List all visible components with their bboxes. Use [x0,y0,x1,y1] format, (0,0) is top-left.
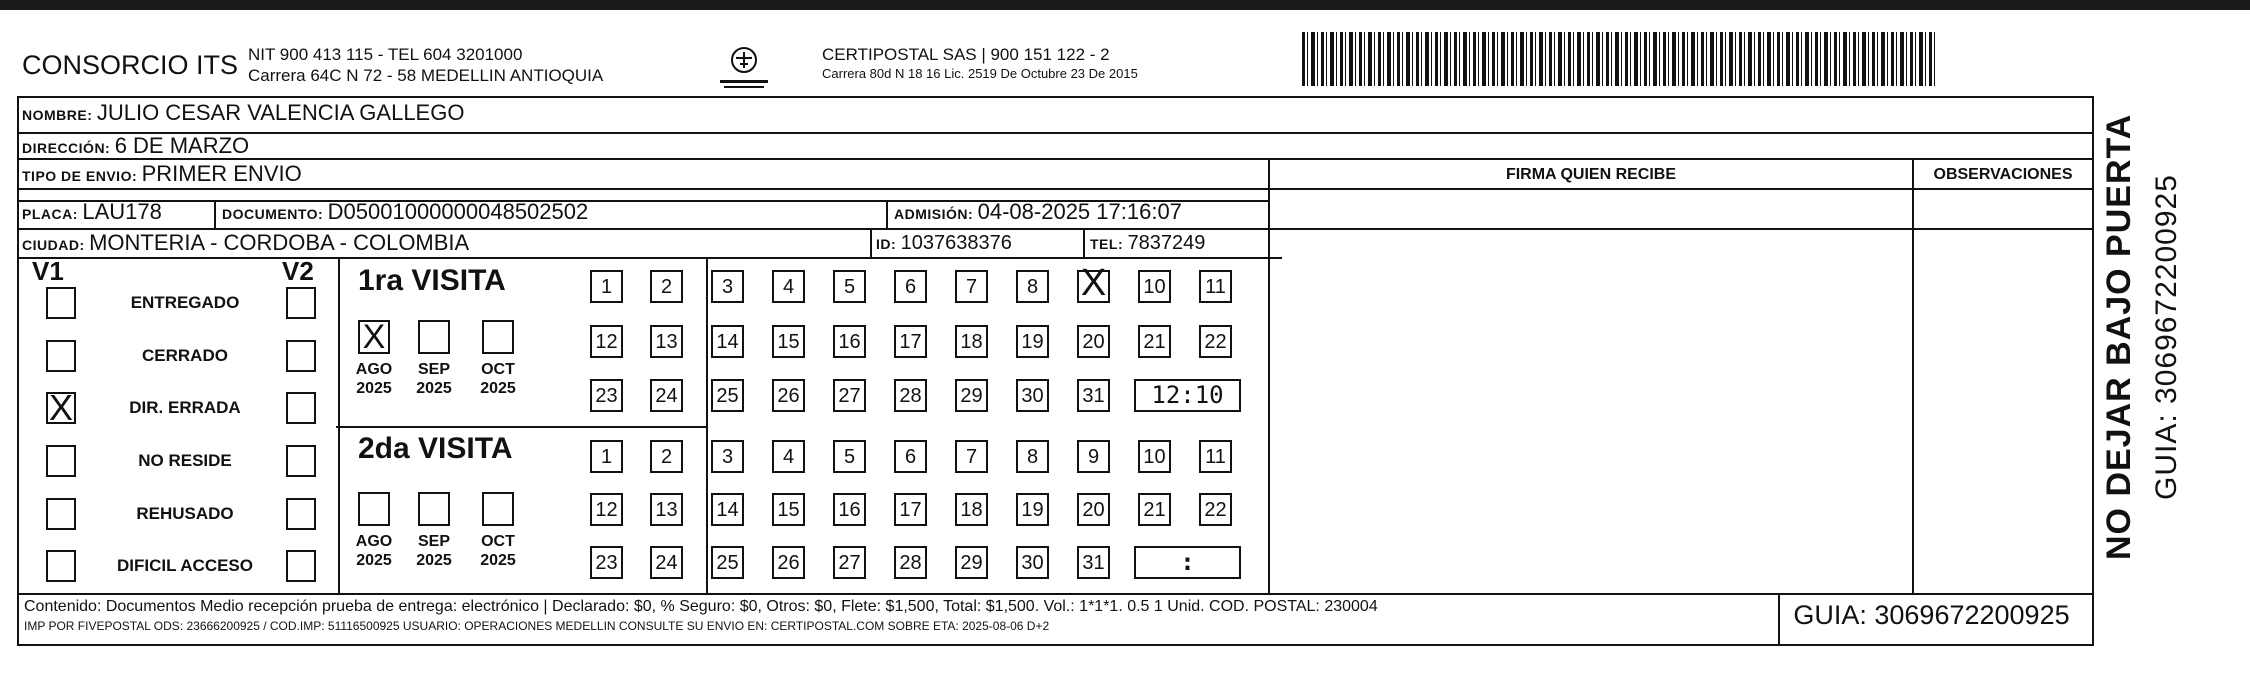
day-cell[interactable] [711,270,744,303]
day-cell[interactable] [590,270,623,303]
day-number: 26 [777,552,800,574]
day-cell[interactable] [955,546,988,579]
month-year: 2025 [480,552,516,569]
day-cell[interactable] [955,493,988,526]
documento-value: D05001000000048502502 [327,199,589,224]
month-checkbox[interactable] [418,320,450,354]
day-number: 8 [1026,276,1039,298]
v2-checkbox[interactable] [286,550,316,582]
id-value: 1037638376 [900,232,1012,254]
day-number: 6 [904,276,917,298]
day-number: 28 [899,385,922,407]
v1-checkbox[interactable] [46,550,76,582]
day-cell[interactable] [1077,325,1110,358]
certipostal-logo-icon [712,38,776,94]
day-number: 27 [838,385,861,407]
guia-number: GUIA: 3069672200925 [1793,600,2070,630]
v1-checkbox[interactable] [46,445,76,477]
day-number: 6 [904,446,917,468]
day-cell[interactable] [955,440,988,473]
day-number: 9 [1087,446,1100,468]
reason-label: DIFICIL ACCESO [116,556,253,575]
company-address: Carrera 64C N 72 - 58 MEDELLIN ANTIOQUIA [248,66,604,85]
company-name: CONSORCIO ITS [22,50,239,80]
v2-checkbox[interactable] [286,340,316,372]
day-cell[interactable] [1199,440,1232,473]
postal-address: Carrera 80d N 18 16 Lic. 2519 De Octubre 23 De 2015 [822,66,1138,81]
reason-label: NO RESIDE [138,451,232,470]
month-year: 2025 [416,380,452,397]
month-label [473,360,523,398]
day-number: 27 [838,552,861,574]
month-label [473,532,523,570]
reason-label: CERRADO [142,346,228,365]
day-cell[interactable] [772,493,805,526]
day-cell[interactable] [1077,379,1110,412]
day-cell[interactable] [1016,379,1049,412]
day-cell[interactable] [1077,493,1110,526]
tel-label: TEL: [1090,236,1124,252]
day-cell[interactable] [590,493,623,526]
direccion-row [22,133,249,159]
reason-label: DIR. ERRADA [129,398,241,417]
day-number: 2 [660,276,673,298]
postal-company: CERTIPOSTAL SAS | 900 151 122 - 2 [822,45,1110,64]
day-number: 31 [1082,552,1105,574]
month-name: AGO [355,533,393,550]
admision-field [894,199,1182,225]
day-number: 19 [1021,499,1044,521]
day-number: 22 [1204,499,1227,521]
day-cell[interactable] [650,440,683,473]
direccion-value: 6 DE MARZO [114,133,250,158]
day-cell[interactable] [833,493,866,526]
day-cell[interactable] [894,546,927,579]
footer-line-1: Contenido: Documentos Medio recepción prueba de entrega: electrónico | Declarado: $0, % Seguro: $0, Otros: $0, Flete: $1,500, Total: $1,500. Vol.: 1*1*1. 0.5 1 Unid. COD. POSTAL: 230004 [24,598,1378,615]
reason-label: ENTREGADO [130,293,240,312]
ciudad-label: CIUDAD: [22,237,85,253]
footer-info [24,598,1774,633]
day-number: 4 [782,276,795,298]
v1-label: V1 [32,256,64,286]
day-number: 29 [960,552,983,574]
v2-checkbox[interactable] [286,445,316,477]
day-cell[interactable] [772,379,805,412]
month-name: AGO [355,361,393,378]
day-cell[interactable] [894,379,927,412]
day-cell[interactable] [833,379,866,412]
month-label [349,360,399,398]
day-cell[interactable] [833,270,866,303]
day-number: 21 [1143,499,1166,521]
day-number: 23 [595,385,618,407]
month-label [409,360,459,398]
day-cell[interactable] [955,325,988,358]
day-number: 3 [721,276,734,298]
day-number: 7 [965,276,978,298]
day-number: 14 [716,331,739,353]
ciudad-field [22,230,469,256]
tel-field [1090,232,1205,255]
v2-checkbox[interactable] [286,498,316,530]
day-cell[interactable] [772,546,805,579]
day-cell[interactable] [590,325,623,358]
day-number: 24 [655,385,678,407]
day-number: 15 [777,331,800,353]
day-cell[interactable] [894,493,927,526]
day-number: 16 [838,499,861,521]
day-cell[interactable] [1199,325,1232,358]
day-number: 2 [660,446,673,468]
day-number: 18 [960,499,983,521]
tipo-envio-label: TIPO DE ENVIO: [22,168,138,184]
visit2-time[interactable]: : [1134,546,1241,579]
day-number: 15 [777,499,800,521]
direccion-label: DIRECCIÓN: [22,140,111,156]
observaciones-header: OBSERVACIONES [1933,166,2073,183]
id-label: ID: [876,236,897,252]
day-cell[interactable] [772,270,805,303]
month-name: SEP [417,533,450,550]
day-number: 13 [655,499,678,521]
day-number: 10 [1143,276,1166,298]
day-cell[interactable] [894,325,927,358]
day-cell[interactable] [711,440,744,473]
day-number: 28 [899,552,922,574]
day-cell[interactable] [1199,270,1232,303]
month-year: 2025 [356,552,392,569]
month-checkbox[interactable] [482,320,514,354]
nit-line: NIT 900 413 115 - TEL 604 3201000 [248,45,523,64]
signature-area[interactable] [1270,190,1910,592]
day-cell[interactable] [833,440,866,473]
tipo-envio-value: PRIMER ENVIO [141,161,302,186]
documento-field [222,199,588,225]
day-number: 25 [716,552,739,574]
day-cell[interactable] [650,493,683,526]
id-field [876,232,1012,255]
month-year: 2025 [356,380,392,397]
day-number: 23 [595,552,618,574]
day-number: 1 [600,276,613,298]
day-number: 12 [595,499,618,521]
v1-checkbox[interactable] [46,387,76,428]
tipo-envio-row [22,161,302,187]
placa-field [22,199,162,225]
day-cell[interactable] [1016,440,1049,473]
admision-label: ADMISIÓN: [894,206,974,222]
day-number: 21 [1143,331,1166,353]
day-cell[interactable] [650,546,683,579]
month-name: SEP [417,361,450,378]
month-year: 2025 [416,552,452,569]
day-number: 5 [843,446,856,468]
day-cell[interactable] [1077,262,1110,304]
month-check-mark: X [362,318,386,356]
day-cell[interactable] [711,325,744,358]
day-number: 17 [899,331,922,353]
day-number: 31 [1082,385,1105,407]
month-checkbox[interactable] [418,492,450,526]
day-number: 7 [965,446,978,468]
day-number: 24 [655,552,678,574]
company-info [248,44,603,86]
day-cell[interactable] [650,379,683,412]
month-label [349,532,399,570]
visit2-title: 2da VISITA [358,432,513,465]
month-checkbox[interactable] [358,492,390,526]
day-check-mark: X [1080,262,1107,304]
tel-value: 7837249 [1127,232,1206,254]
day-number: 17 [899,499,922,521]
day-number: 30 [1021,552,1044,574]
day-cell[interactable] [590,546,623,579]
nombre-value: JULIO CESAR VALENCIA GALLEGO [96,100,465,125]
day-cell[interactable] [1138,325,1171,358]
day-cell[interactable] [955,270,988,303]
observations-area[interactable] [1914,190,2092,592]
placa-value: LAU178 [82,199,162,224]
month-name: OCT [481,533,515,550]
day-number: 14 [716,499,739,521]
day-cell[interactable] [1077,440,1110,473]
day-cell[interactable] [711,493,744,526]
footer-line-2: IMP POR FIVEPOSTAL ODS: 23666200925 / COD.IMP: 51116500925 USUARIO: OPERACIONES MEDELLIN CONSULTE SU ENVIO EN: CERTIPOSTAL.COM SOBRE ETA: 2025-08-06 D+2 [24,619,1050,633]
visit1-title: 1ra VISITA [358,264,506,297]
day-number: 20 [1082,499,1105,521]
day-cell[interactable] [894,270,927,303]
day-number: 16 [838,331,861,353]
day-cell[interactable] [1016,325,1049,358]
day-cell[interactable] [1199,493,1232,526]
day-cell[interactable] [1016,270,1049,303]
day-cell[interactable] [1016,493,1049,526]
day-number: 12 [595,331,618,353]
day-cell[interactable] [1138,440,1171,473]
v1-checkbox[interactable] [46,498,76,530]
month-year: 2025 [480,380,516,397]
barcode [1302,32,1938,86]
day-cell[interactable] [833,325,866,358]
top-border [0,0,2250,10]
month-label [409,532,459,570]
day-cell[interactable] [590,379,623,412]
firma-header: FIRMA QUIEN RECIBE [1505,166,1677,183]
v2-checkbox[interactable] [286,287,316,319]
month-checkbox[interactable] [358,320,390,354]
admision-value: 04-08-2025 17:16:07 [977,199,1182,224]
ciudad-value: MONTERIA - CORDOBA - COLOMBIA [89,230,470,255]
v2-checkbox[interactable] [286,392,316,424]
day-number: 18 [960,331,983,353]
day-number: 22 [1204,331,1227,353]
placa-label: PLACA: [22,206,78,222]
day-cell[interactable] [1016,546,1049,579]
v1-check-mark: X [48,387,73,428]
side-warning: NO DEJAR BAJO PUERTA [2100,113,2138,560]
side-guia: GUIA: 3069672200925 [2150,174,2183,500]
v2-label: V2 [282,256,314,286]
day-number: 4 [782,446,795,468]
day-cell[interactable] [1077,546,1110,579]
day-cell[interactable] [894,440,927,473]
day-cell[interactable] [650,270,683,303]
day-number: 3 [721,446,734,468]
day-number: 20 [1082,331,1105,353]
visit1-time[interactable]: 12:10 [1134,379,1241,412]
day-cell[interactable] [650,325,683,358]
day-number: 25 [716,385,739,407]
day-cell[interactable] [772,325,805,358]
postal-company-info [822,44,1138,83]
day-cell[interactable] [1138,493,1171,526]
v1-checkbox[interactable] [46,340,76,372]
day-number: 13 [655,331,678,353]
nombre-row [22,100,464,126]
v1-checkbox[interactable] [46,287,76,319]
day-number: 19 [1021,331,1044,353]
day-cell[interactable] [711,546,744,579]
day-number: 30 [1021,385,1044,407]
day-cell[interactable] [772,440,805,473]
day-number: 1 [600,446,613,468]
day-number: 5 [843,276,856,298]
nombre-label: NOMBRE: [22,107,93,123]
month-checkbox[interactable] [482,492,514,526]
month-name: OCT [481,361,515,378]
day-number: 29 [960,385,983,407]
day-cell[interactable] [711,379,744,412]
day-cell[interactable] [833,546,866,579]
day-number: 26 [777,385,800,407]
day-number: 10 [1143,446,1166,468]
reason-label: REHUSADO [136,504,234,523]
day-number: 8 [1026,446,1039,468]
day-cell[interactable] [590,440,623,473]
day-number: 11 [1205,446,1226,468]
day-cell[interactable] [955,379,988,412]
documento-label: DOCUMENTO: [222,206,324,222]
day-cell[interactable] [1138,270,1171,303]
day-number: 11 [1205,276,1226,298]
